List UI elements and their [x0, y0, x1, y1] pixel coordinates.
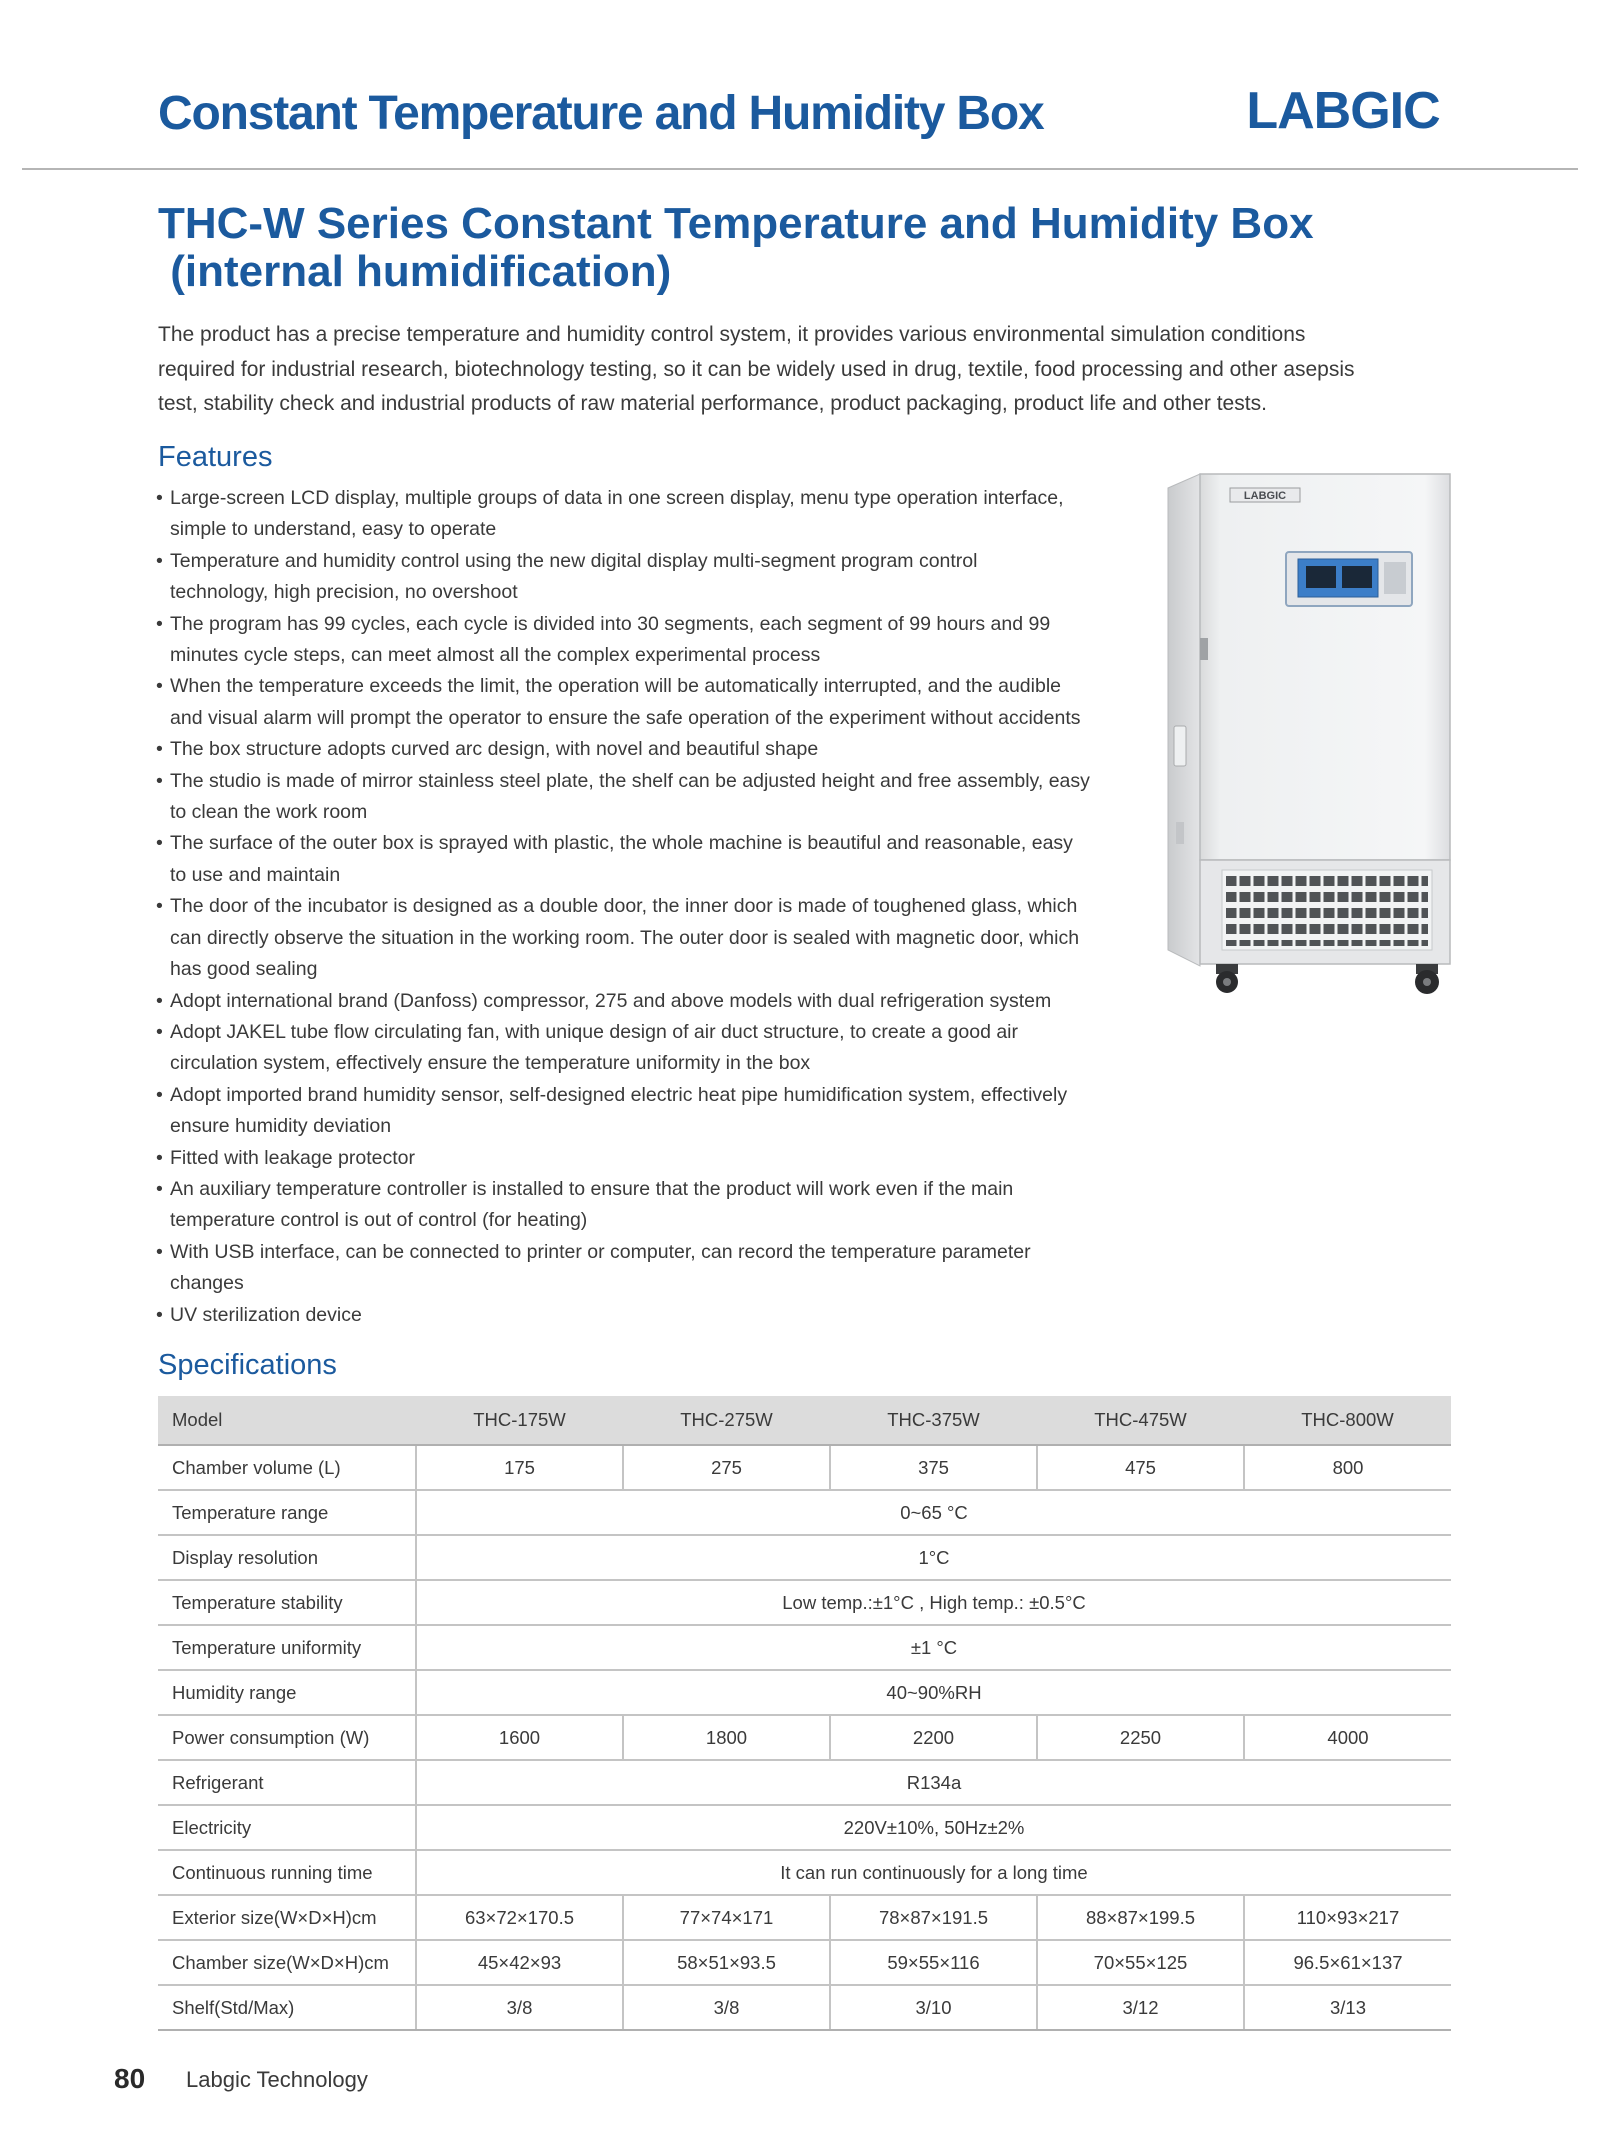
table-cell: 3/13 [1244, 1985, 1451, 2030]
page-number: 80 [114, 2063, 146, 2094]
table-cell: 110×93×217 [1244, 1895, 1451, 1940]
table-cell: 1°C [416, 1535, 1451, 1580]
table-row [158, 1445, 1451, 1490]
feature-item: • When the temperature exceeds the limit, the operation will be automatically interrupted, and the audible and visual alarm will prompt the operator to ensure the safe operation of the experiment without accidents [154, 671, 1154, 734]
intro-line: required for industrial research, biotechnology testing, so it can be widely used in drug, textile, food processing and other asepsis [158, 357, 1355, 381]
table-row [158, 1985, 1451, 2030]
table-row [158, 1850, 1451, 1895]
row-label: Electricity [158, 1805, 416, 1850]
feature-item: • Adopt JAKEL tube flow circulating fan, with unique design of air duct structure, to create a good air circulation system, effectively ensure the temperature uniformity in the box [154, 1017, 1154, 1080]
row-label: Chamber volume (L) [158, 1445, 416, 1490]
feature-item: • Adopt international brand (Danfoss) compressor, 275 and above models with dual refrigeration system [154, 986, 1154, 1017]
feature-item: • Adopt imported brand humidity sensor, self-designed electric heat pipe humidification system, effectively ensure humidity deviation [154, 1080, 1154, 1143]
header-divider [22, 168, 1578, 170]
row-label: Refrigerant [158, 1760, 416, 1805]
intro-line: test, stability check and industrial products of raw material performance, product packaging, product life and other tests. [158, 392, 1267, 415]
feature-item: • Fitted with leakage protector [154, 1143, 1154, 1174]
table-cell: 1800 [623, 1715, 830, 1760]
feature-item: • The surface of the outer box is sprayed with plastic, the whole machine is beautiful and reasonable, easy to use and maintain [154, 828, 1154, 891]
header-cell: THC-475W [1037, 1396, 1244, 1445]
features-heading: Features [158, 441, 273, 473]
table-cell: 1600 [416, 1715, 623, 1760]
table-cell: 45×42×93 [416, 1940, 623, 1985]
table-row [158, 1940, 1451, 1985]
header-cell: THC-175W [416, 1396, 623, 1445]
table-cell: 88×87×199.5 [1037, 1895, 1244, 1940]
product-title-line: (internal humidification) [158, 247, 672, 296]
table-cell: 800 [1244, 1445, 1451, 1490]
header-cell: THC-800W [1244, 1396, 1451, 1445]
row-label: Continuous running time [158, 1850, 416, 1895]
table-cell: 3/8 [623, 1985, 830, 2030]
product-intro [158, 318, 1458, 422]
row-label: Chamber size(W×D×H)cm [158, 1940, 416, 1985]
image-logo-text: LABGIC [1243, 490, 1287, 502]
table-cell: 2250 [1037, 1715, 1244, 1760]
feature-item: • Temperature and humidity control using the new digital display multi-segment program control technology, high precision, no overshoot [154, 546, 1154, 609]
table-row [158, 1580, 1451, 1625]
table-cell: 3/8 [416, 1985, 623, 2030]
row-label: Display resolution [158, 1535, 416, 1580]
table-row [158, 1895, 1451, 1940]
feature-item: • With USB interface, can be connected to printer or computer, can record the temperature parameter changes [154, 1237, 1154, 1300]
feature-item: • The studio is made of mirror stainless steel plate, the shelf can be adjusted height and free assembly, easy to clean the work room [154, 766, 1154, 829]
table-cell: 475 [1037, 1445, 1244, 1490]
row-label: Shelf(Std/Max) [158, 1985, 416, 2030]
table-cell: It can run continuously for a long time [416, 1850, 1451, 1895]
table-cell: 2200 [830, 1715, 1037, 1760]
row-label: Power consumption (W) [158, 1715, 416, 1760]
table-cell: R134a [416, 1760, 1451, 1805]
table-cell: 220V±10%, 50Hz±2% [416, 1805, 1451, 1850]
table-row [158, 1490, 1451, 1535]
feature-item: • The box structure adopts curved arc design, with novel and beautiful shape [154, 734, 1154, 765]
logo-text: LABGIC [1246, 82, 1440, 136]
table-cell: 275 [623, 1445, 830, 1490]
table-row [158, 1670, 1451, 1715]
product-title [158, 200, 1358, 296]
table-cell: 96.5×61×137 [1244, 1940, 1451, 1985]
table-cell: Low temp.:±1°C , High temp.: ±0.5°C [416, 1580, 1451, 1625]
header-cell: THC-375W [830, 1396, 1037, 1445]
table-cell: 70×55×125 [1037, 1940, 1244, 1985]
row-label: Temperature stability [158, 1580, 416, 1625]
page-header-title: Constant Temperature and Humidity Box [158, 87, 1044, 140]
table-cell: 4000 [1244, 1715, 1451, 1760]
table-row [158, 1715, 1451, 1760]
table-header-row [158, 1396, 1451, 1445]
table-cell: 0~65 °C [416, 1490, 1451, 1535]
table-row [158, 1805, 1451, 1850]
feature-item: • An auxiliary temperature controller is installed to ensure that the product will work even if the main temperature control is out of control (for heating) [154, 1174, 1154, 1237]
header-cell: Model [158, 1396, 416, 1445]
table-cell: 77×74×171 [623, 1895, 830, 1940]
product-title-line: THC-W Series Constant Temperature and Humidity Box [158, 199, 1314, 248]
table-cell: 375 [830, 1445, 1037, 1490]
table-row [158, 1760, 1451, 1805]
labgic-logo [1234, 80, 1452, 136]
feature-item: • The program has 99 cycles, each cycle is divided into 30 segments, each segment of 99 hours and 99 minutes cycle steps, can meet almost all the complex experimental process [154, 609, 1154, 672]
table-cell: 63×72×170.5 [416, 1895, 623, 1940]
header-cell: THC-275W [623, 1396, 830, 1445]
feature-item: • Large-screen LCD display, multiple groups of data in one screen display, menu type operation interface, simple to understand, easy to operate [154, 483, 1154, 546]
feature-item: • UV sterilization device [154, 1300, 1154, 1331]
table-row [158, 1625, 1451, 1670]
row-label: Exterior size(W×D×H)cm [158, 1895, 416, 1940]
table-row [158, 1535, 1451, 1580]
product-image [1158, 466, 1458, 1004]
table-cell: ±1 °C [416, 1625, 1451, 1670]
features-list [154, 483, 1154, 1331]
table-cell: 59×55×116 [830, 1940, 1037, 1985]
table-cell: 3/10 [830, 1985, 1037, 2030]
specifications-heading: Specifications [158, 1349, 337, 1381]
intro-line: The product has a precise temperature and humidity control system, it provides various environmental simulation conditions [158, 323, 1306, 346]
feature-item: • The door of the incubator is designed as a double door, the inner door is made of toughened glass, which can directly observe the situation in the working room. The outer door is sealed with magnetic door, which has good sealing [154, 891, 1154, 985]
footer-brand: Labgic Technology [186, 2067, 368, 2092]
row-label: Temperature range [158, 1490, 416, 1535]
table-cell: 78×87×191.5 [830, 1895, 1037, 1940]
table-cell: 58×51×93.5 [623, 1940, 830, 1985]
table-cell: 40~90%RH [416, 1670, 1451, 1715]
table-cell: 175 [416, 1445, 623, 1490]
row-label: Temperature uniformity [158, 1625, 416, 1670]
row-label: Humidity range [158, 1670, 416, 1715]
table-cell: 3/12 [1037, 1985, 1244, 2030]
specifications-table [158, 1396, 1451, 2031]
